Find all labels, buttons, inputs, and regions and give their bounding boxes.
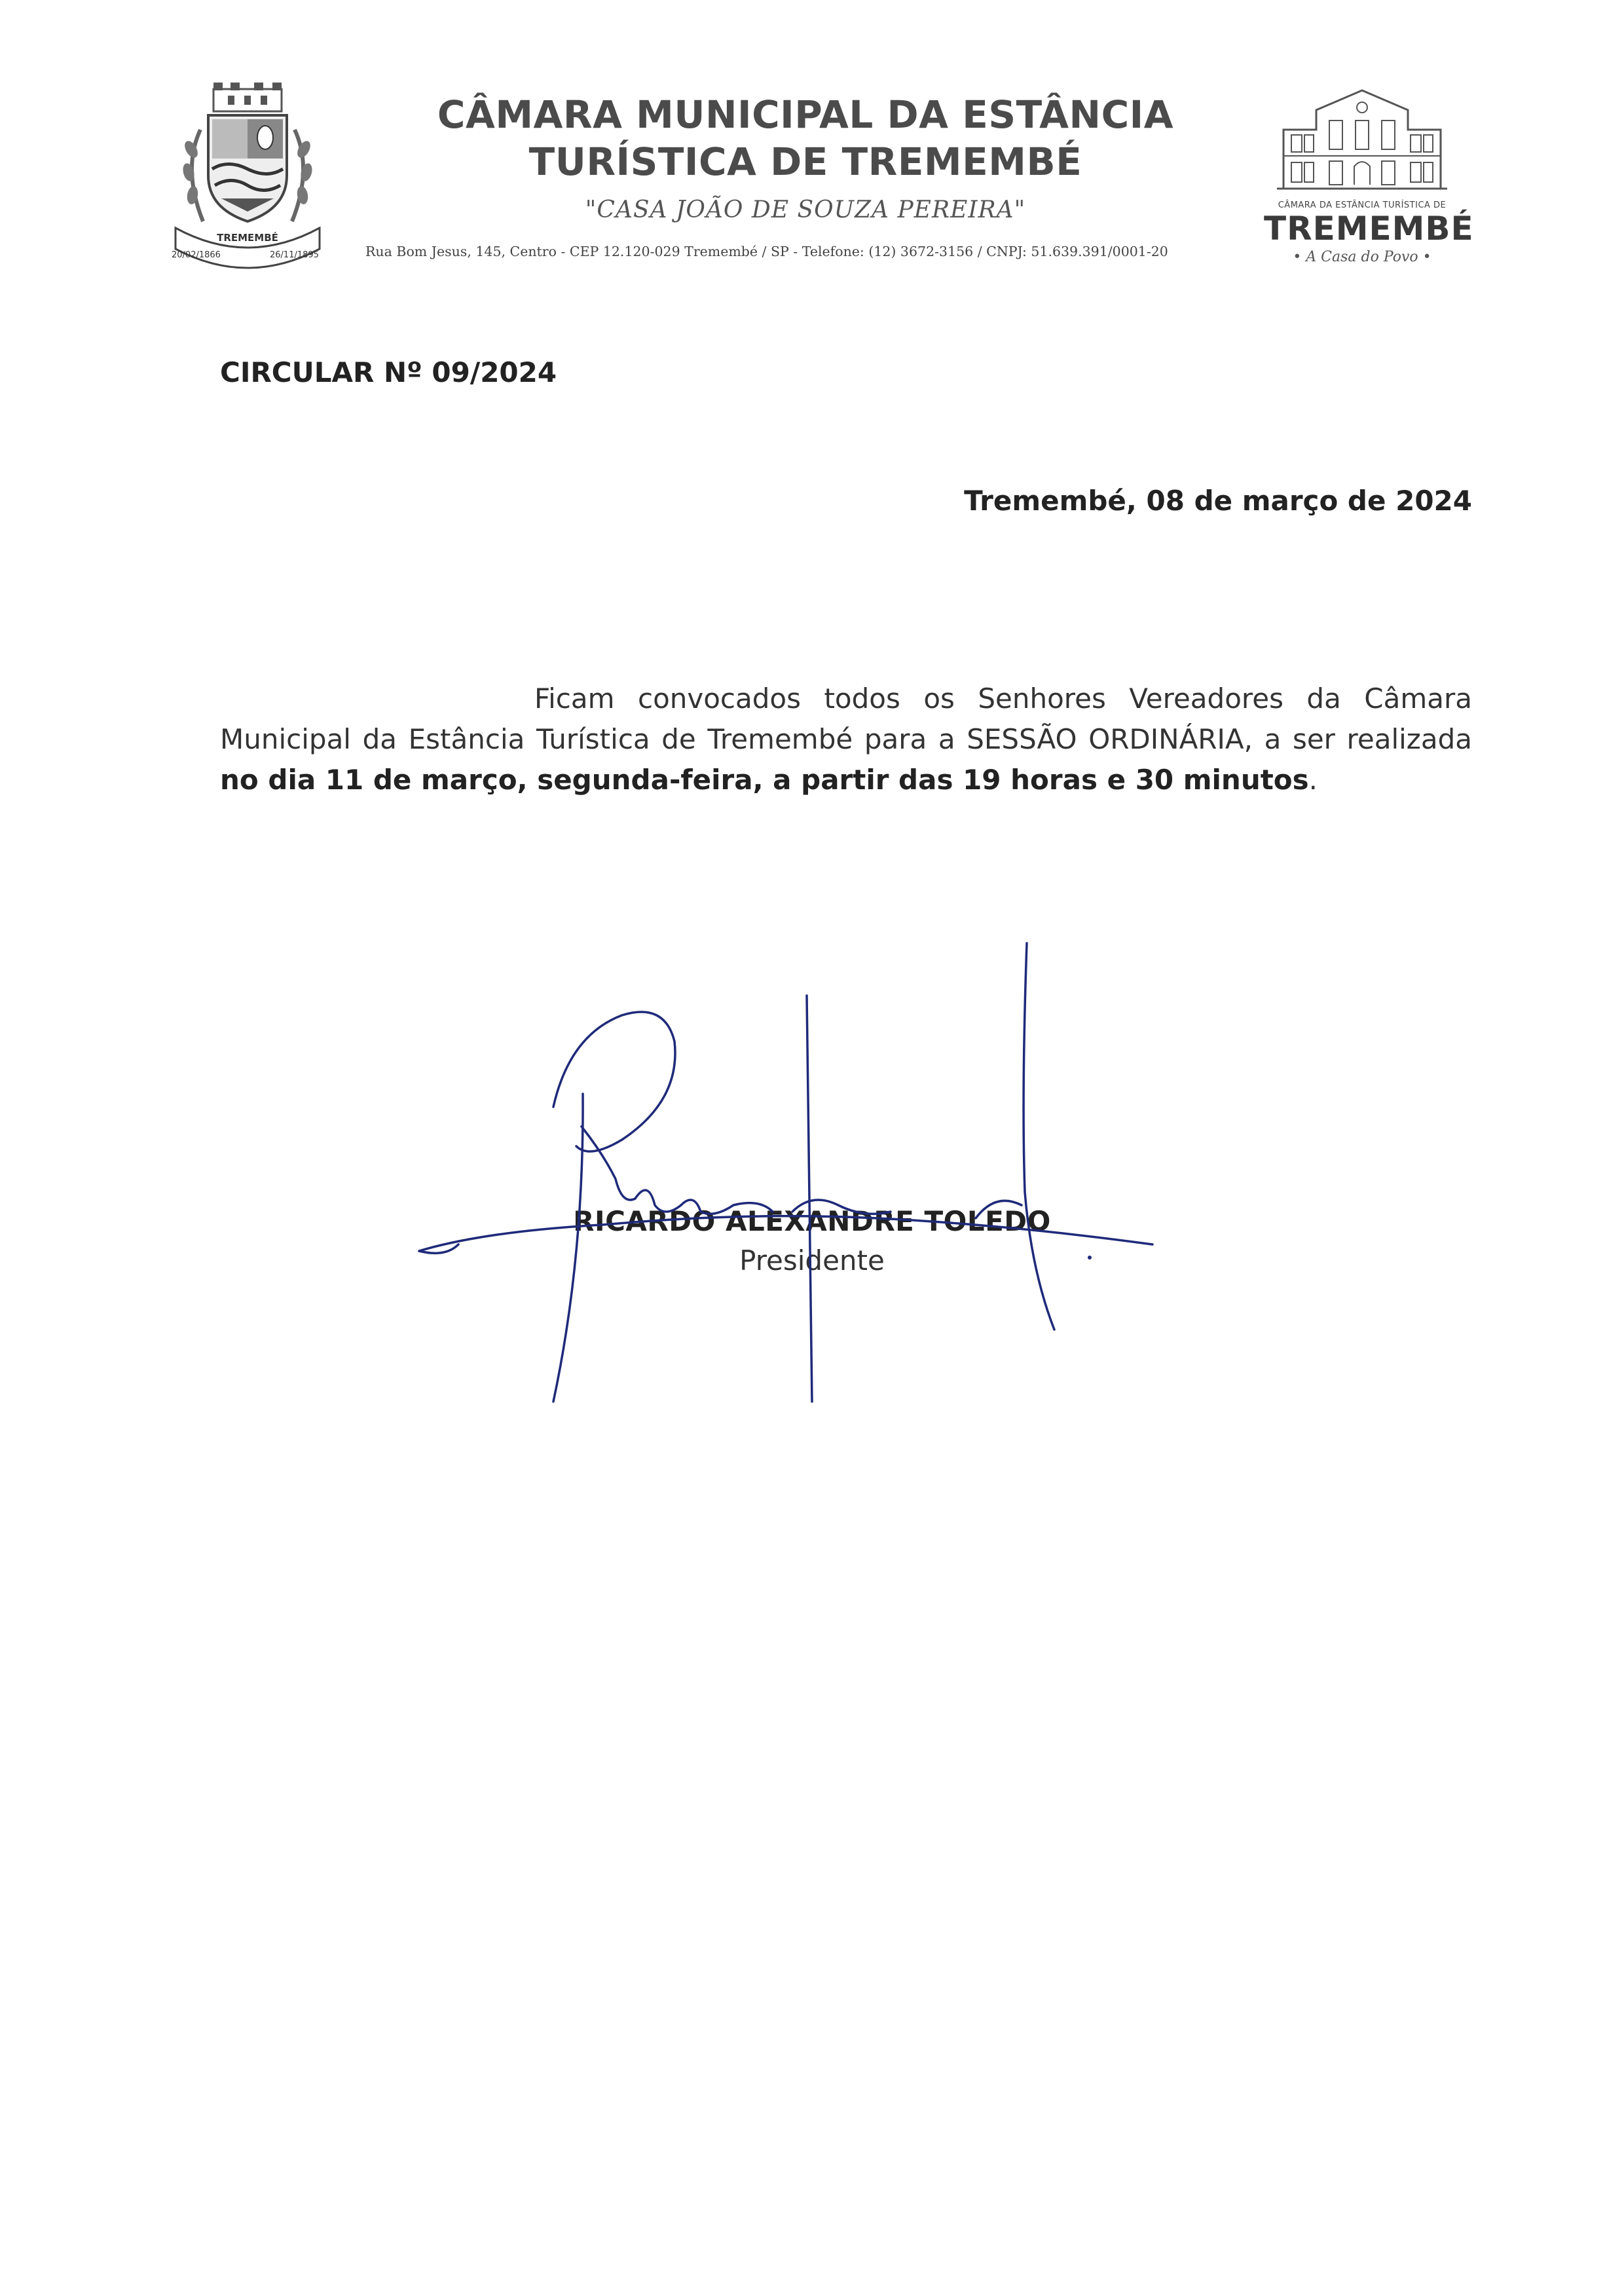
chamber-title-line2: TURÍSTICA DE TREMEMBÉ	[528, 140, 1082, 184]
seal-date-right: 26/11/1895	[270, 250, 319, 260]
signatory-name: RICARDO ALEXANDRE TOLEDO	[573, 1205, 1051, 1237]
municipal-seal-icon	[162, 77, 333, 274]
paragraph-bold-text: no dia 11 de março, segunda-feira, a partir das 19 horas e 30 minutos	[220, 764, 1309, 796]
place-date: Tremembé, 08 de março de 2024	[964, 485, 1472, 517]
circular-number: CIRCULAR Nº 09/2024	[220, 356, 557, 388]
signatory-role: Presidente	[739, 1244, 885, 1277]
logo-brand: TREMEMBÉ	[1264, 210, 1474, 248]
paragraph-end: .	[1308, 764, 1318, 796]
chamber-title-line1: CÂMARA MUNICIPAL DA ESTÂNCIA	[437, 92, 1174, 137]
convocation-paragraph	[220, 679, 1472, 800]
chamber-subtitle: "CASA JOÃO DE SOUZA PEREIRA"	[585, 196, 1026, 223]
logo-tagline: • A Casa do Povo •	[1293, 249, 1431, 265]
chamber-building-icon	[1264, 84, 1460, 198]
seal-date-left: 20/02/1866	[172, 250, 221, 260]
chamber-address: Rua Bom Jesus, 145, Centro - CEP 12.120-029 Tremembé / SP - Telefone: (12) 3672-3156 / CNPJ: 51.639.391/0001-20	[365, 244, 1168, 259]
handwritten-signature-icon	[406, 930, 1179, 1428]
chamber-logo	[1264, 84, 1474, 267]
paragraph-regular-text: Ficam convocados todos os Senhores Vereadores da Câmara Municipal da Estância Turística de Tremembé para a SESSÃO ORDINÁRIA, a ser realizada	[220, 682, 1472, 755]
logo-caption: CÂMARA DA ESTÂNCIA TURÍSTICA DE	[1278, 200, 1447, 210]
seal-ribbon-text: TREMEMBÉ	[217, 232, 278, 244]
